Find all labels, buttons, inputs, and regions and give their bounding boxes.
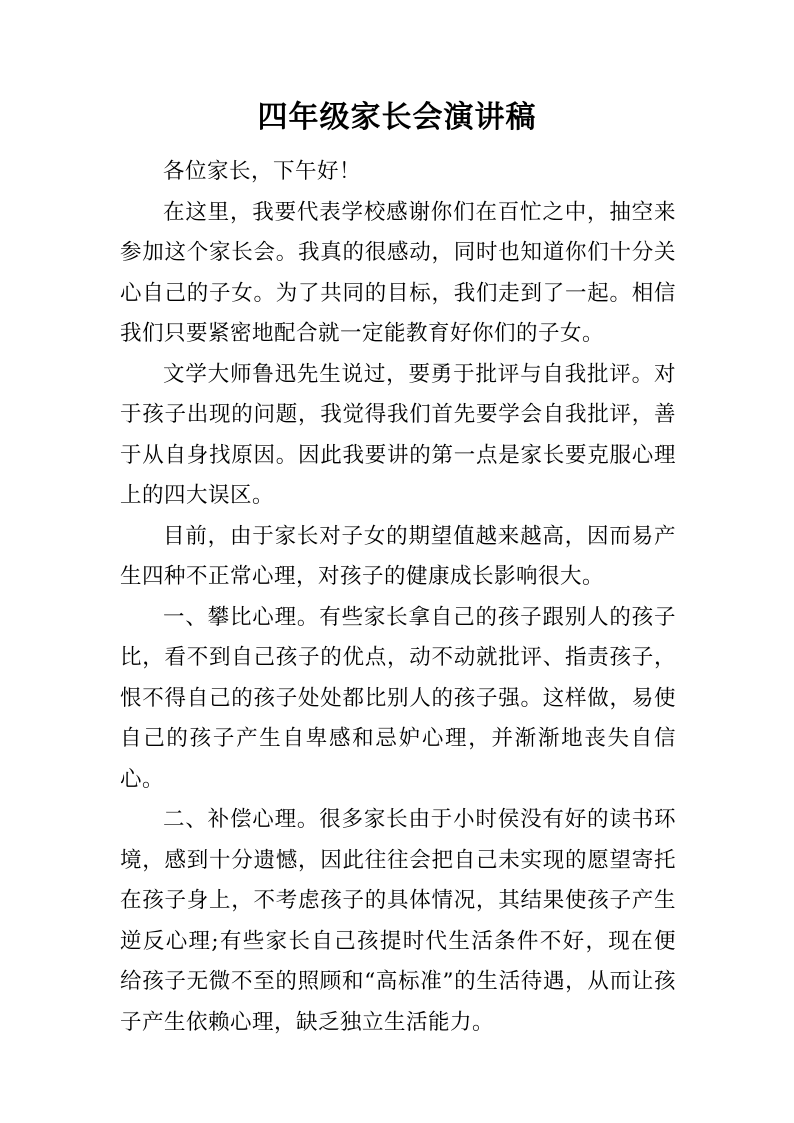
paragraph-self-criticism: 文学大师鲁迅先生说过，要勇于批评与自我批评。对于孩子出现的问题，我觉得我们首先要学会自我批评，善于从自身找原因。因此我要讲的第一点是家长要克服心理上的四大误区。 bbox=[120, 361, 676, 508]
paragraph-comparison: 一、攀比心理。有些家长拿自己的孩子跟别人的孩子比，看不到自己孩子的优点，动不动就批评、指责孩子，恨不得自己的孩子处处都比别人的孩子强。这样做，易使自己的孩子产生自卑感和忌妒心理，并渐渐地丧失自信心。 bbox=[120, 604, 676, 792]
paragraph-compensation: 二、补偿心理。很多家长由于小时侯没有好的读书环境，感到十分遗憾，因此往往会把自己未实现的愿望寄托在孩子身上，不考虑孩子的具体情况，其结果使孩子产生逆反心理;有些家长自己孩提时代生活条件不好，现在便给孩子无微不至的照顾和“高标准”的生活待遇，从而让孩子产生依赖心理，缺乏独立生活能力。 bbox=[120, 807, 676, 1035]
paragraph-greeting: 各位家长，下午好！ bbox=[163, 159, 362, 184]
document-body bbox=[120, 152, 676, 1043]
paragraph-thanks: 在这里，我要代表学校感谢你们在百忙之中，抽空来参加这个家长会。我真的很感动，同时也知道你们十分关心自己的子女。为了共同的目标，我们走到了一起。相信我们只要紧密地配合就一定能教育好你们的子女。 bbox=[120, 199, 676, 346]
paragraph-expectations: 目前，由于家长对子女的期望值越来越高，因而易产生四种不正常心理，对孩子的健康成长影响很大。 bbox=[120, 523, 676, 589]
document-title: 四年级家长会演讲稿 bbox=[257, 100, 537, 135]
